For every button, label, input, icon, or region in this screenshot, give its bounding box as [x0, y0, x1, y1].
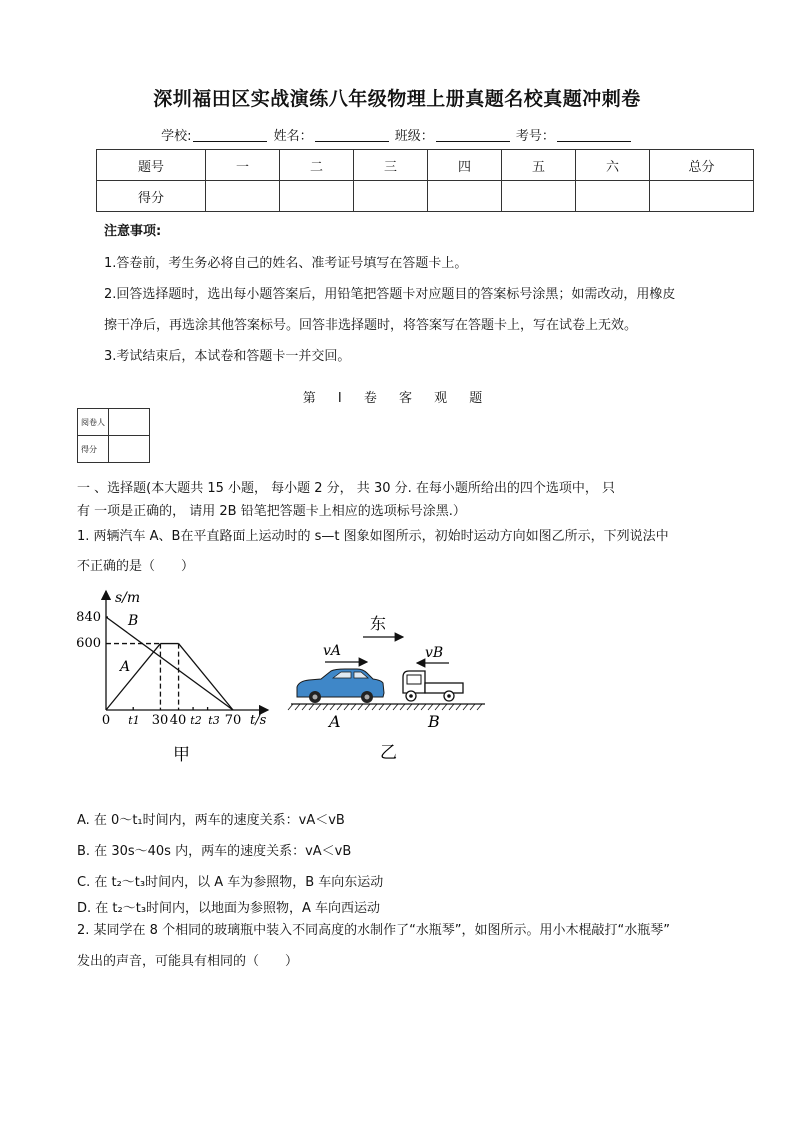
hatch-stroke	[288, 704, 293, 710]
hatch-stroke	[414, 704, 419, 710]
score-header-cell: 二	[280, 150, 354, 181]
hatch-stroke	[386, 704, 391, 710]
score-cell[interactable]	[502, 181, 576, 212]
q2-stem-line2: 发出的声音，可能具有相同的（ ）	[77, 954, 299, 969]
car-a-label: A	[329, 712, 341, 731]
series-a-segment	[106, 644, 160, 710]
score-row-label: 得分	[97, 181, 206, 212]
q1-option-b[interactable]: B. 在 30s～40s 内，两车的速度关系：vA＜vB	[77, 844, 352, 859]
ground-hatch	[288, 704, 482, 710]
hatch-stroke	[393, 704, 398, 710]
figure-caption-yi: 乙	[380, 743, 397, 763]
score-header-cell: 一	[206, 150, 280, 181]
y-tick-840: 840	[76, 610, 101, 625]
hatch-stroke	[351, 704, 356, 710]
x-axis-label: t/s	[250, 713, 267, 728]
score-table	[96, 149, 754, 212]
note-item: 1.答卷前，考生务必将自己的姓名、准考证号填写在答题卡上。	[104, 256, 468, 271]
score-cell[interactable]	[428, 181, 502, 212]
y-axis-label: s/m	[115, 590, 141, 606]
va-label: vA	[323, 643, 342, 659]
note-item: 3.考试结束后，本试卷和答题卡一并交回。	[104, 349, 351, 364]
x-tick-70: 70	[224, 713, 242, 728]
exam-no-label: 考号：	[515, 129, 555, 144]
school-blank[interactable]	[193, 129, 267, 142]
line-label-b: B	[128, 613, 139, 629]
score-cell[interactable]	[280, 181, 354, 212]
x-tick-30: 30	[151, 713, 169, 728]
hatch-stroke	[435, 704, 440, 710]
hatch-stroke	[365, 704, 370, 710]
hatch-stroke	[337, 704, 342, 710]
figure-caption-jia: 甲	[173, 745, 190, 765]
q1-option-a[interactable]: A. 在 0～t₁时间内，两车的速度关系：vA＜vB	[77, 813, 345, 828]
direction-label-east: 东	[370, 614, 387, 633]
hatch-stroke	[302, 704, 307, 710]
grader-score-cell[interactable]	[109, 436, 150, 463]
class-label: 班级：	[394, 129, 434, 144]
score-cell[interactable]	[354, 181, 428, 212]
car-a-icon	[297, 669, 384, 703]
x-tick-0: 0	[101, 713, 111, 728]
truck-b-icon	[403, 671, 463, 701]
note-item: 2.回答选择题时，选出每小题答案后，用铅笔把答题卡对应题目的答案标号涂黑；如需改动，用橡皮	[104, 287, 676, 302]
score-header-cell: 题号	[97, 150, 206, 181]
name-blank[interactable]	[315, 129, 389, 142]
hatch-stroke	[358, 704, 363, 710]
part1-instruction-line1: 一 、选择题(本大题共 15 小题， 每小题 2 分， 共 30 分. 在每小题所给出的四个选项中， 只	[77, 481, 616, 496]
score-cell[interactable]	[206, 181, 280, 212]
score-header-cell: 三	[354, 150, 428, 181]
x-tick-t3: t3	[208, 714, 220, 727]
grader-score-label: 得分	[78, 436, 109, 463]
q1-option-c[interactable]: C. 在 t₂～t₃时间内，以 A 车为参照物，B 车向东运动	[77, 875, 384, 890]
note-item: 擦干净后，再选涂其他答案标号。回答非选择题时，将答案写在答题卡上，写在试卷上无效。	[104, 318, 638, 333]
hatch-stroke	[456, 704, 461, 710]
score-table-header-row	[97, 150, 754, 181]
section-title: 第 I 卷 客 观 题	[302, 391, 492, 406]
hatch-stroke	[407, 704, 412, 710]
hatch-stroke	[344, 704, 349, 710]
class-blank[interactable]	[436, 129, 510, 142]
x-tick-40: 40	[169, 713, 187, 728]
name-label: 姓名：	[273, 129, 313, 144]
y-tick-600: 600	[76, 636, 101, 651]
hatch-stroke	[428, 704, 433, 710]
hatch-stroke	[379, 704, 384, 710]
car-b-label: B	[428, 712, 440, 731]
hatch-stroke	[323, 704, 328, 710]
q1-stem-line2: 不正确的是（ ）	[77, 559, 195, 574]
school-label: 学校:	[161, 129, 192, 144]
hatch-stroke	[463, 704, 468, 710]
hatch-stroke	[470, 704, 475, 710]
score-table-score-row	[97, 181, 754, 212]
exam-no-blank[interactable]	[557, 129, 631, 142]
hatch-stroke	[442, 704, 447, 710]
page-title: 深圳福田区实战演练八年级物理上册真题名校真题冲刺卷	[153, 88, 641, 110]
score-cell[interactable]	[650, 181, 754, 212]
grader-reviewer-label: 阅卷人	[78, 409, 109, 436]
q2-stem-line1: 2. 某同学在 8 个相同的玻璃瓶中装入不同高度的水制作了“水瓶琴”，如图所示。用小木棍敲打“水瓶琴”	[77, 923, 671, 938]
hatch-stroke	[372, 704, 377, 710]
hatch-stroke	[400, 704, 405, 710]
vb-label: vB	[425, 645, 444, 661]
score-header-cell: 五	[502, 150, 576, 181]
hatch-stroke	[309, 704, 314, 710]
q1-stem-line1: 1. 两辆汽车 A、B在平直路面上运动时的 s—t 图象如图所示，初始时运动方向如图乙所示，下列说法中	[77, 529, 669, 544]
hatch-stroke	[477, 704, 482, 710]
hatch-stroke	[316, 704, 321, 710]
part1-instruction-line2: 有 一项是正确的， 请用 2B 铅笔把答题卡上相应的选项标号涂黑.）	[77, 504, 466, 519]
hatch-stroke	[449, 704, 454, 710]
grader-box	[77, 408, 150, 463]
notes-heading: 注意事项:	[104, 224, 162, 239]
figure-jia-st-graph	[70, 585, 290, 765]
line-label-a: A	[120, 659, 131, 675]
hatch-stroke	[421, 704, 426, 710]
hatch-stroke	[295, 704, 300, 710]
hatch-stroke	[330, 704, 335, 710]
x-tick-t2: t2	[190, 714, 202, 727]
x-tick-t1: t1	[128, 714, 140, 727]
score-header-cell: 总分	[650, 150, 754, 181]
score-header-cell: 四	[428, 150, 502, 181]
score-header-cell: 六	[576, 150, 650, 181]
grader-reviewer-cell[interactable]	[109, 409, 150, 436]
student-info-line	[0, 125, 794, 144]
figure-yi-cars	[285, 605, 495, 770]
q1-option-d[interactable]: D. 在 t₂～t₃时间内，以地面为参照物，A 车向西运动	[77, 901, 381, 916]
score-cell[interactable]	[576, 181, 650, 212]
